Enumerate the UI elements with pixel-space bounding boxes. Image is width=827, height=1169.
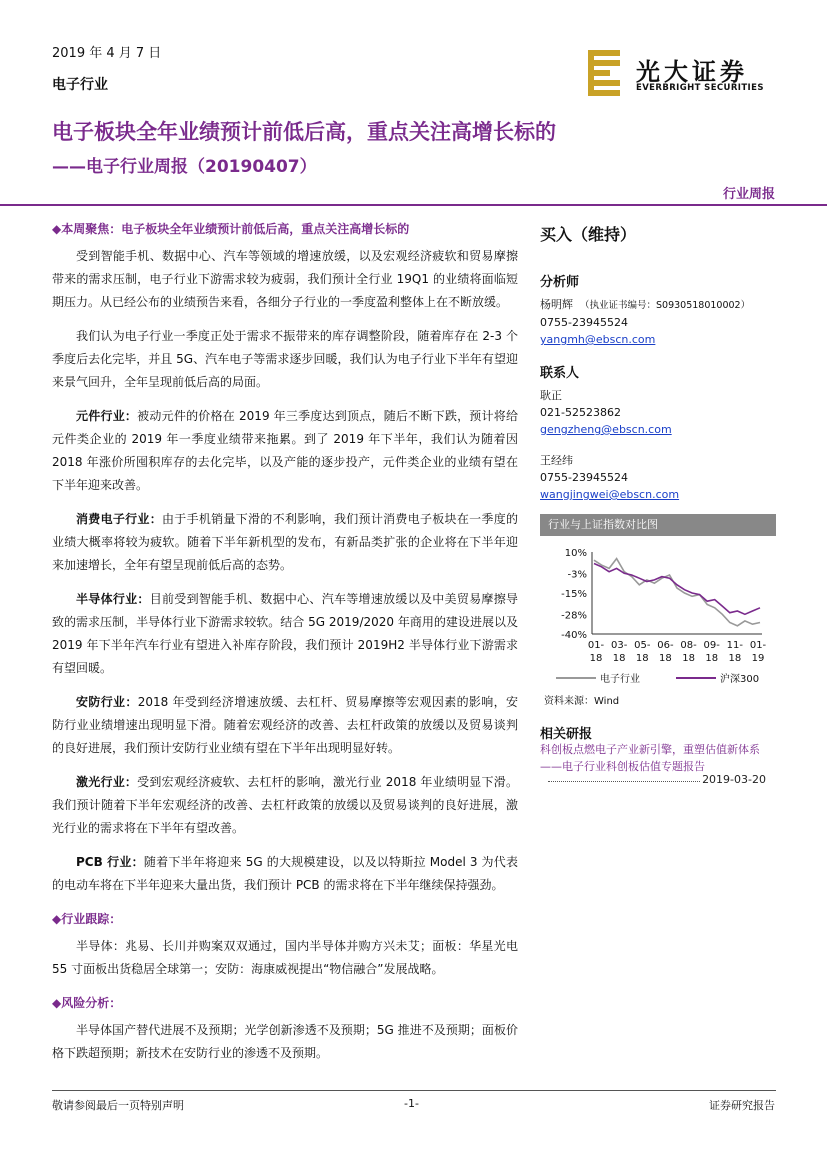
semiconductor-paragraph — [52, 588, 518, 680]
focus-paragraph-1: 受到智能手机、数据中心、汽车等领域的增速放缓，以及宏观经济疲软和贸易摩擦带来的需求压制，电子行业下游需求较为疲弱，我们预计全行业 19Q1 的业绩将面临短期压力。从已经公布的业绩预告来看，各细分子行业的一季度盈利整体上在不断放缓。 — [52, 249, 518, 309]
laser-paragraph — [52, 771, 518, 840]
page-number: -1- — [404, 1097, 419, 1110]
contact2-name: 王经纬 — [540, 454, 573, 467]
x-tick-label: 18 — [635, 653, 649, 664]
related-research-heading: 相关研报 — [540, 727, 593, 742]
report-type-label: 行业周报 — [722, 187, 775, 202]
contact1-email-link[interactable]: gengzheng@ebscn.com — [540, 423, 672, 436]
y-tick-label: 10% — [564, 548, 587, 559]
rating-label: 买入（维持） — [540, 225, 637, 244]
sidebar — [540, 222, 776, 503]
pcb-text: 随着下半年将迎来 5G 的大规模建设，以及以特斯拉 Model 3 为代表的电动车将在下半年迎来大量出货，我们预计 PCB 的需求将在下半年继续保持强劲。 — [52, 855, 518, 892]
comparison-chart — [540, 542, 776, 704]
x-tick-label: 11- — [726, 640, 744, 651]
security-paragraph — [52, 691, 518, 760]
analyst-name: 杨明辉 — [540, 298, 573, 311]
x-tick-label: 19 — [751, 653, 765, 664]
contact2-email-link[interactable]: wangjingwei@ebscn.com — [540, 488, 680, 501]
legend-label: 电子行业 — [600, 674, 640, 685]
company-logo — [588, 50, 778, 98]
analyst-line — [540, 296, 776, 314]
risk-paragraph: 半导体国产替代进展不及预期；光学创新渗透不及预期；5G 推进不及预期；面板价格下跌超预期；新技术在安防行业的渗透不及预期。 — [52, 1023, 518, 1060]
contact1-phone: 021-52523862 — [540, 406, 621, 419]
report-date: 2019 年 4 月 7 日 — [52, 46, 162, 61]
report-subtitle: ——电子行业周报（20190407） — [52, 157, 317, 177]
x-tick-label: 05- — [634, 640, 651, 651]
component-paragraph — [52, 405, 518, 497]
footer-divider — [52, 1090, 776, 1091]
x-tick-label: 18 — [728, 653, 742, 664]
x-tick-label: 18 — [705, 653, 719, 664]
laser-lead: 激光行业： — [76, 775, 138, 789]
consumer-text: 由于手机销量下滑的不利影响，我们预计消费电子板块在一季度的业绩大概率将较为疲软。随着下半年新机型的发布，有新品类扩张的企业将在下半年迎来加速增长，全年有望呈现前低后高的态势。 — [52, 512, 518, 572]
x-tick-label: 18 — [589, 653, 603, 664]
x-tick-label: 01- — [587, 640, 605, 651]
risk-heading: ◆风险分析： — [52, 996, 122, 1010]
contact-heading: 联系人 — [540, 366, 580, 381]
analyst-heading: 分析师 — [540, 275, 580, 290]
logo-english-text: EVERBRIGHT SECURITIES — [636, 83, 764, 93]
footer-report-label: 证券研究报告 — [709, 1099, 775, 1112]
component-text: 被动元件的价格在 2019 年三季度达到顶点，随后不断下跌，预计将给元件类企业的 2019 年一季度业绩带来拖累。到了 2019 年下半年，我们认为随着因 2018 年涨价所囤积库存的去化完毕，以及产能的逐步投产，元件类企业的业绩有望在下半年迎来改善。 — [52, 409, 518, 492]
legend-label: 沪深300 — [720, 674, 760, 685]
focus-paragraph-2: 我们认为电子行业一季度正处于需求不振带来的库存调整阶段，随着库存在 2-3 个季度后去化完毕，并且 5G、汽车电子等需求逐步回暖，我们认为电子行业下半年有望迎来景气回升，全年呈现前低后高的局面。 — [52, 329, 518, 389]
x-tick-label: 03- — [610, 640, 628, 651]
main-content — [52, 218, 518, 1076]
y-tick-label: -15% — [561, 589, 587, 600]
focus-heading: ◆本周聚焦：电子板块全年业绩预计前低后高，重点关注高增长标的 — [52, 222, 410, 236]
semiconductor-text: 目前受到智能手机、数据中心、汽车等增速放缓以及中美贸易摩擦导致的需求压制，半导体行业下游需求较软。结合 5G 2019/2020 年商用的建设进展以及 2019 年下半年汽车行业有望进入补库存阶段，我们预计 2019H2 半导体行业下游需求有望回暖。 — [52, 592, 518, 675]
header-divider — [0, 204, 827, 206]
analyst-cert: （执业证书编号：S0930518010002） — [580, 300, 751, 311]
consumer-paragraph — [52, 508, 518, 577]
contact1-name: 耿正 — [540, 389, 562, 402]
y-tick-label: -28% — [561, 610, 587, 622]
contact2-phone: 0755-23945524 — [540, 471, 628, 484]
industry-label: 电子行业 — [52, 77, 108, 93]
chart-source: 资料来源：Wind — [544, 696, 620, 707]
security-lead: 安防行业： — [76, 695, 138, 709]
x-tick-label: 06- — [657, 640, 674, 651]
x-tick-label: 08- — [680, 640, 697, 651]
series-line-1 — [594, 559, 760, 626]
component-lead: 元件行业： — [76, 409, 138, 423]
security-text: 2018 年受到经济增速放缓、去杠杆、贸易摩擦等宏观因素的影响，安防行业业绩增速出现明显下滑。随着宏观经济的改善、去杠杆政策的放缓以及贸易谈判的良好进展，我们预计安防行业业绩有望在下半年出现明显好转。 — [52, 695, 518, 755]
x-tick-label: 18 — [682, 653, 695, 664]
x-tick-label: 18 — [659, 653, 672, 664]
dotted-leader — [548, 773, 700, 782]
analyst-phone: 0755-23945524 — [540, 316, 628, 329]
pcb-paragraph — [52, 851, 518, 897]
y-tick-label: -40% — [561, 630, 587, 641]
laser-text: 受到宏观经济疲软、去杠杆的影响，激光行业 2018 年业绩明显下滑。我们预计随着下半年宏观经济的改善、去杠杆政策的放缓以及贸易谈判的良好进展，激光行业的需求将在下半年有望改善。 — [52, 775, 518, 835]
x-tick-label: 09- — [703, 640, 720, 651]
consumer-lead: 消费电子行业： — [76, 512, 162, 526]
chart-title: 行业与上证指数对比图 — [540, 514, 776, 536]
related-research-link[interactable]: 科创板点燃电子产业新引擎，重塑估值新体系——电子行业科创板估值专题报告 — [540, 743, 760, 773]
x-tick-label: 01- — [749, 640, 767, 651]
x-tick-label: 18 — [612, 653, 626, 664]
tracking-heading: ◆行业跟踪： — [52, 912, 122, 926]
tracking-paragraph: 半导体：兆易、长川并购案双双通过，国内半导体并购方兴未艾；面板：华星光电 55 寸面板出货稳居全球第一；安防：海康威视提出“物信融合”发展战略。 — [52, 939, 518, 976]
related-research-date-row — [540, 773, 766, 786]
logo-chinese-text: 光大证券 — [636, 57, 748, 86]
y-tick-label: -3% — [567, 569, 587, 581]
report-title: 电子板块全年业绩预计前低后高，重点关注高增长标的 — [52, 120, 556, 144]
related-research-date: 2019-03-20 — [702, 773, 766, 786]
pcb-lead: PCB 行业： — [76, 855, 144, 869]
analyst-email-link[interactable]: yangmh@ebscn.com — [540, 333, 656, 346]
footer-disclaimer: 敬请参阅最后一页特别声明 — [52, 1099, 184, 1112]
semiconductor-lead: 半导体行业： — [76, 592, 150, 606]
everbright-logo-icon — [588, 50, 624, 96]
